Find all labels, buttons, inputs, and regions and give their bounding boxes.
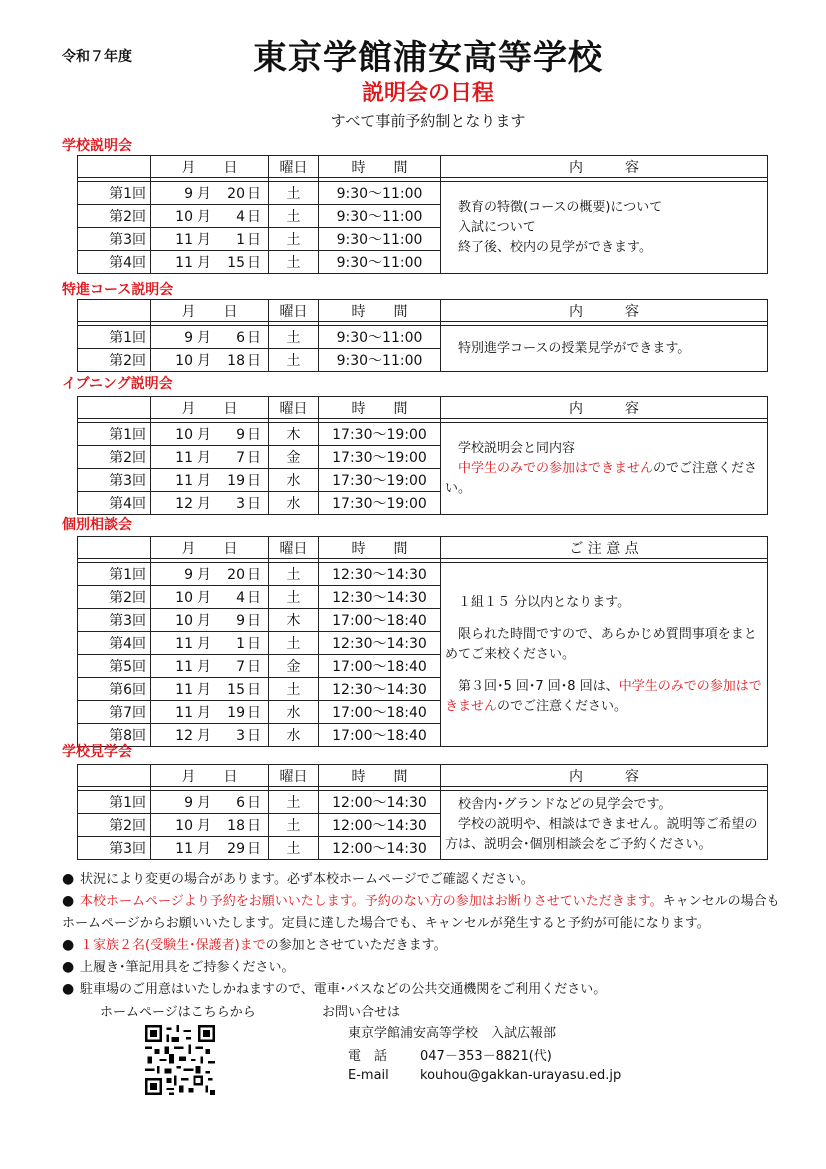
session-number: 第2回: [78, 814, 151, 837]
session-time: 12:30～14:30: [319, 678, 441, 701]
session-date: 11 月 19 日: [151, 469, 269, 492]
session-number: 第3回: [78, 609, 151, 632]
session-weekday: 水: [269, 701, 319, 724]
header-blank: [78, 537, 151, 559]
session-time: 17:30～19:00: [319, 492, 441, 515]
session-weekday: 土: [269, 837, 319, 860]
session-weekday: 土: [269, 228, 319, 251]
session-number: 第3回: [78, 837, 151, 860]
session-weekday: 土: [269, 182, 319, 205]
session-date: 11 月 15 日: [151, 251, 269, 274]
table-row: [78, 563, 768, 586]
session-content: 学校説明会と同内容 中学生のみでの参加はできませんのでご注意ください。: [441, 423, 768, 515]
header-blank: [78, 156, 151, 178]
session-time: 17:00～18:40: [319, 701, 441, 724]
session-date: 9 月 6 日: [151, 326, 269, 349]
section-title: 特進コース説明会: [62, 282, 174, 298]
session-number: 第2回: [78, 205, 151, 228]
session-number: 第4回: [78, 492, 151, 515]
header-weekday: 曜日: [269, 156, 319, 178]
session-content: １組１５ 分以内となります。 限られた時間ですので、あらかじめ質問事項をまとめてご来校ください。 第３回･5 回･7 回･8 回は、中学生のみでの参加はできませんのでご注意ください。: [441, 563, 768, 747]
session-date: 9 月 6 日: [151, 791, 269, 814]
session-number: 第7回: [78, 701, 151, 724]
header-date: 月 日: [151, 397, 269, 419]
session-time: 9:30～11:00: [319, 326, 441, 349]
session-date: 11 月 7 日: [151, 446, 269, 469]
session-time: 9:30～11:00: [319, 349, 441, 372]
session-weekday: 土: [269, 814, 319, 837]
header-blank: [78, 397, 151, 419]
session-number: 第2回: [78, 586, 151, 609]
qr-code-icon[interactable]: [145, 1025, 215, 1095]
session-number: 第2回: [78, 349, 151, 372]
session-number: 第8回: [78, 724, 151, 747]
contact-org: 東京学館浦安高等学校 入試広報部: [348, 1026, 557, 1041]
session-weekday: 土: [269, 349, 319, 372]
schedule-table: [77, 396, 768, 515]
schedule-table: [77, 155, 768, 274]
reservation-note: すべて事前予約制となります: [330, 112, 526, 130]
session-date: 9 月 20 日: [151, 563, 269, 586]
session-time: 17:00～18:40: [319, 724, 441, 747]
session-weekday: 土: [269, 586, 319, 609]
header-date: 月 日: [151, 765, 269, 787]
session-time: 9:30～11:00: [319, 205, 441, 228]
session-time: 12:00～14:30: [319, 814, 441, 837]
session-date: 11 月 1 日: [151, 632, 269, 655]
session-date: 10 月 4 日: [151, 586, 269, 609]
schedule-table: [77, 536, 768, 747]
header-content: 内 容: [441, 397, 768, 419]
email-address[interactable]: kouhou@gakkan-urayasu.ed.jp: [420, 1068, 622, 1083]
notice-2: ● 本校ホームページより予約をお願いいたします。予約のない方の参加はお断りさせていただきます。キャンセルの場合もホームページからお願いいたします。定員に達した場合でも、キャンセルが発生すると予約が可能になります。: [62, 893, 780, 931]
session-weekday: 水: [269, 469, 319, 492]
table-row: [78, 791, 768, 814]
session-time: 17:00～18:40: [319, 655, 441, 678]
section-title: 個別相談会: [62, 517, 132, 533]
session-number: 第2回: [78, 446, 151, 469]
fiscal-year: 令和７年度: [62, 49, 132, 65]
session-date: 11 月 15 日: [151, 678, 269, 701]
header-date: 月 日: [151, 300, 269, 322]
session-number: 第1回: [78, 423, 151, 446]
contact-label: お問い合せは: [322, 1005, 401, 1020]
session-content: 校舎内･グランドなどの見学会です。 学校の説明や、相談はできません。説明等ご希望の方は、説明会･個別相談会をご予約ください。: [441, 791, 768, 860]
section-title: 学校説明会: [62, 138, 132, 154]
session-time: 17:00～18:40: [319, 609, 441, 632]
session-number: 第1回: [78, 791, 151, 814]
header-date: 月 日: [151, 537, 269, 559]
email-label: E-mail: [348, 1068, 389, 1083]
session-time: 9:30～11:00: [319, 228, 441, 251]
session-weekday: 土: [269, 678, 319, 701]
header-caution: ご 注 意 点: [441, 537, 768, 559]
table-row: [78, 326, 768, 349]
session-time: 12:30～14:30: [319, 586, 441, 609]
session-weekday: 土: [269, 251, 319, 274]
session-time: 9:30～11:00: [319, 251, 441, 274]
header-time: 時 間: [319, 156, 441, 178]
header-date: 月 日: [151, 156, 269, 178]
header-time: 時 間: [319, 397, 441, 419]
session-content: 教育の特徴(コースの概要)について 入試について 終了後、校内の見学ができます。: [441, 182, 768, 274]
notice-5: ● 駐車場のご用意はいたしかねますので、電車･バスなどの公共交通機関をご利用ください。: [62, 981, 607, 997]
session-weekday: 土: [269, 791, 319, 814]
session-date: 11 月 1 日: [151, 228, 269, 251]
header-weekday: 曜日: [269, 765, 319, 787]
header-weekday: 曜日: [269, 300, 319, 322]
tel-number: 047－353－8821(代): [420, 1049, 552, 1064]
session-number: 第1回: [78, 563, 151, 586]
session-weekday: 水: [269, 492, 319, 515]
session-date: 12 月 3 日: [151, 492, 269, 515]
session-weekday: 木: [269, 423, 319, 446]
session-number: 第1回: [78, 182, 151, 205]
session-number: 第1回: [78, 326, 151, 349]
schedule-table: [77, 764, 768, 860]
schedule-table: [77, 299, 768, 372]
session-time: 12:00～14:30: [319, 837, 441, 860]
session-weekday: 土: [269, 205, 319, 228]
session-number: 第4回: [78, 251, 151, 274]
header-weekday: 曜日: [269, 397, 319, 419]
tel-label: 電 話: [348, 1049, 388, 1064]
header-content: 内 容: [441, 765, 768, 787]
session-date: 10 月 9 日: [151, 423, 269, 446]
session-weekday: 水: [269, 724, 319, 747]
section-title: 学校見学会: [62, 744, 132, 760]
session-time: 12:00～14:30: [319, 791, 441, 814]
session-number: 第3回: [78, 228, 151, 251]
header-time: 時 間: [319, 765, 441, 787]
session-date: 11 月 29 日: [151, 837, 269, 860]
table-row: [78, 423, 768, 446]
session-number: 第3回: [78, 469, 151, 492]
homepage-label: ホームページはこちらから: [100, 1005, 256, 1020]
session-time: 9:30～11:00: [319, 182, 441, 205]
session-date: 10 月 4 日: [151, 205, 269, 228]
session-weekday: 金: [269, 446, 319, 469]
session-weekday: 土: [269, 326, 319, 349]
session-date: 10 月 18 日: [151, 814, 269, 837]
session-weekday: 土: [269, 563, 319, 586]
session-weekday: 金: [269, 655, 319, 678]
header-content: 内 容: [441, 156, 768, 178]
header-blank: [78, 300, 151, 322]
header-weekday: 曜日: [269, 537, 319, 559]
session-number: 第4回: [78, 632, 151, 655]
session-content: 特別進学コースの授業見学ができます。: [441, 326, 768, 372]
table-row: [78, 182, 768, 205]
section-title: イブニング説明会: [62, 376, 173, 392]
notice-4: ● 上履き･筆記用具をご持参ください。: [62, 959, 295, 975]
header-time: 時 間: [319, 300, 441, 322]
session-weekday: 土: [269, 632, 319, 655]
session-date: 11 月 19 日: [151, 701, 269, 724]
session-date: 10 月 9 日: [151, 609, 269, 632]
session-number: 第6回: [78, 678, 151, 701]
header-time: 時 間: [319, 537, 441, 559]
session-date: 10 月 18 日: [151, 349, 269, 372]
session-date: 12 月 3 日: [151, 724, 269, 747]
session-date: 11 月 7 日: [151, 655, 269, 678]
session-number: 第5回: [78, 655, 151, 678]
session-time: 17:30～19:00: [319, 469, 441, 492]
session-weekday: 木: [269, 609, 319, 632]
session-date: 9 月 20 日: [151, 182, 269, 205]
header-content: 内 容: [441, 300, 768, 322]
header-blank: [78, 765, 151, 787]
session-time: 17:30～19:00: [319, 423, 441, 446]
session-time: 12:30～14:30: [319, 563, 441, 586]
session-time: 12:30～14:30: [319, 632, 441, 655]
page-subtitle: 説明会の日程: [361, 81, 494, 106]
school-name: 東京学館浦安高等学校: [253, 38, 603, 78]
notice-1: ● 状況により変更の場合があります。必ず本校ホームページでご確認ください。: [62, 871, 534, 887]
notice-3: ● １家族２名(受験生･保護者)までの参加とさせていただきます。: [62, 937, 447, 953]
session-time: 17:30～19:00: [319, 446, 441, 469]
